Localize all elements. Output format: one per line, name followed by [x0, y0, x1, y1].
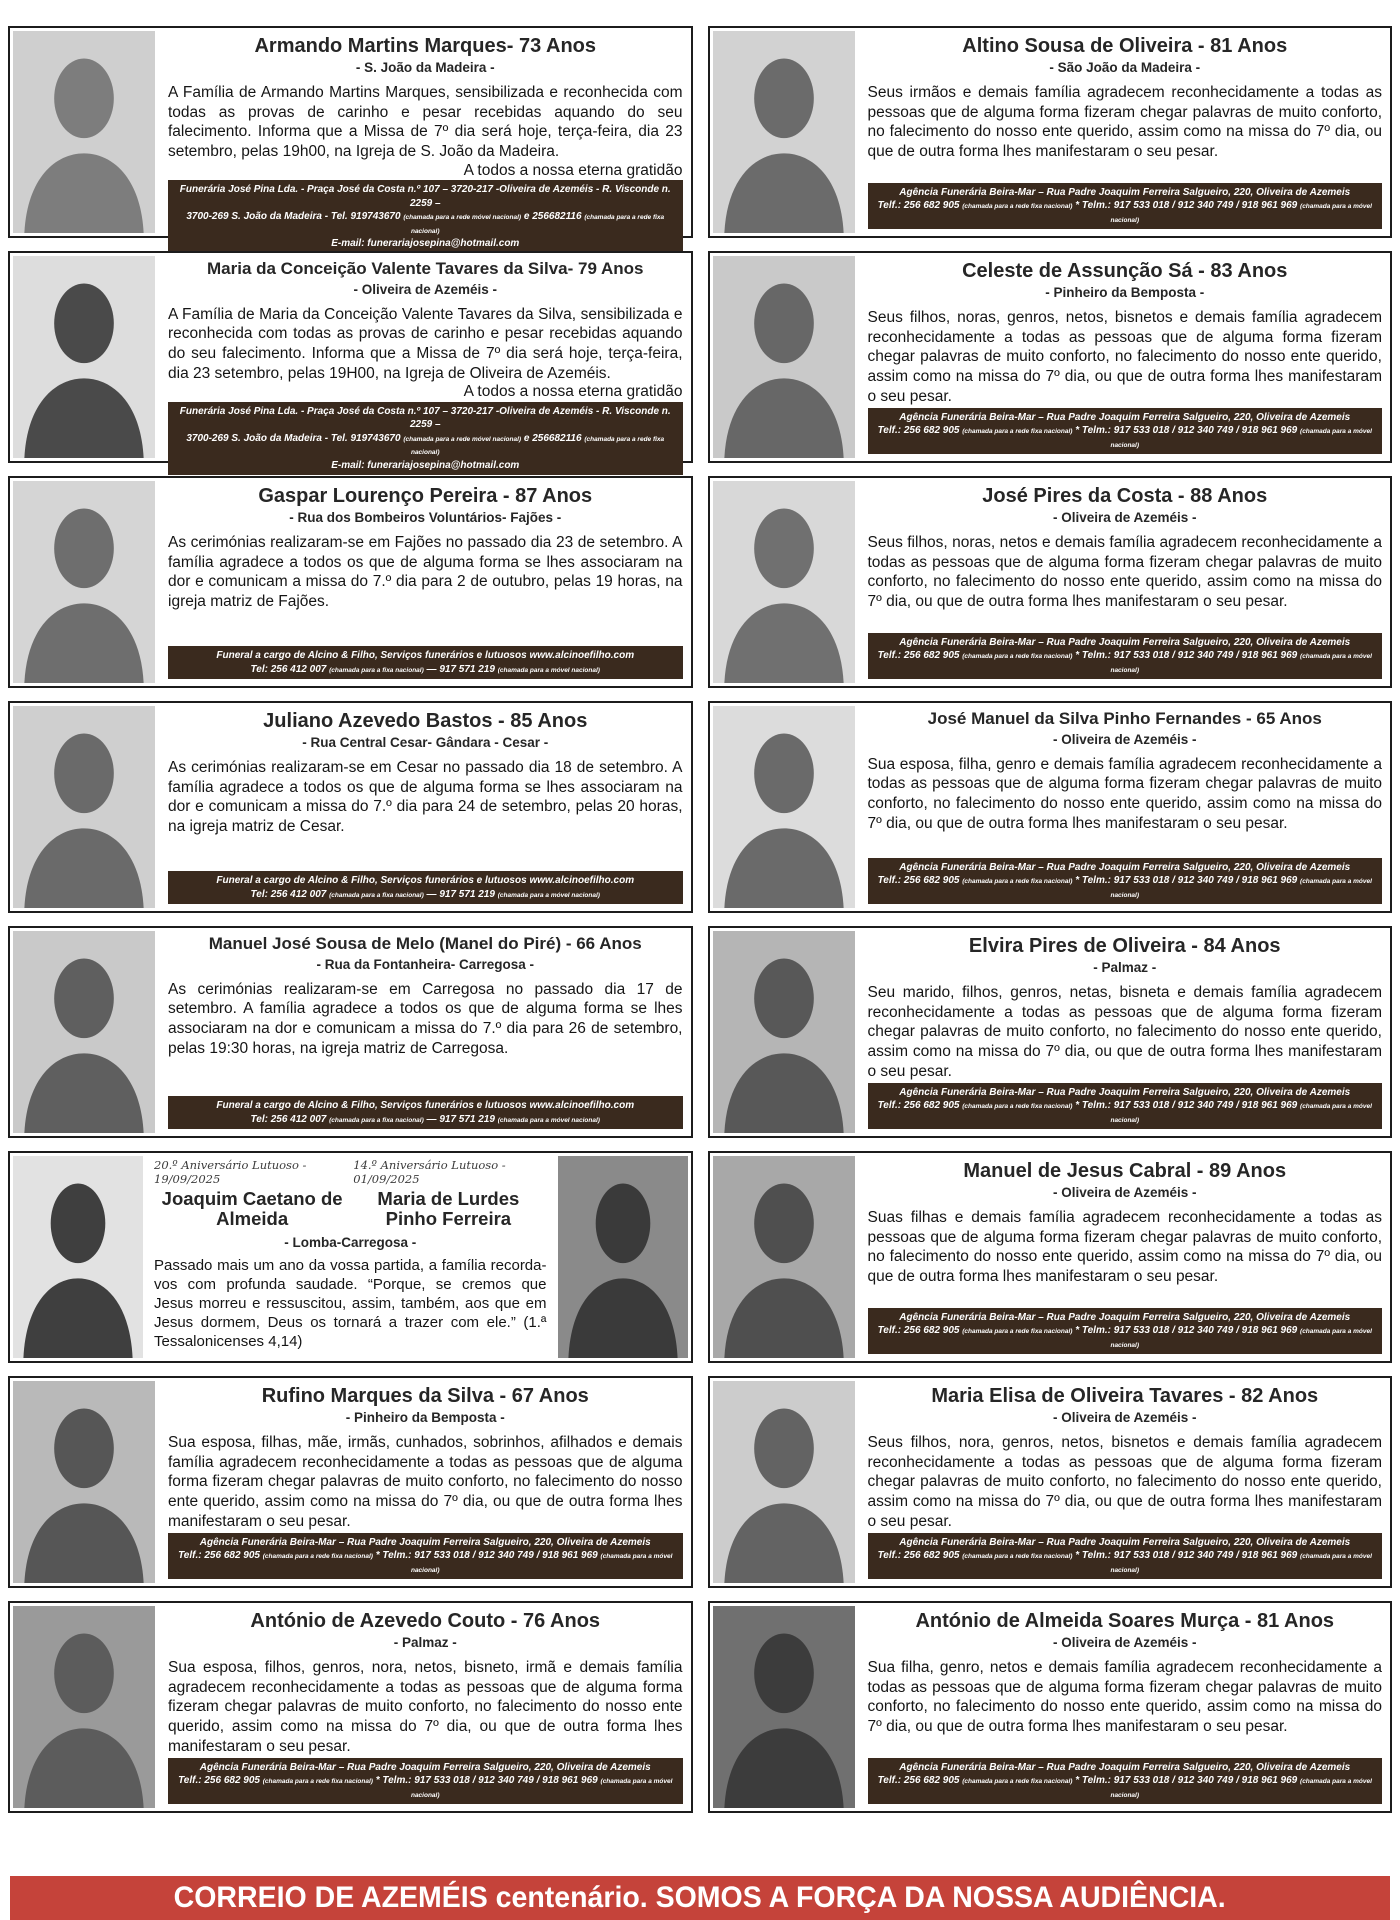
- portrait-silhouette-icon: [713, 1606, 855, 1808]
- deceased-name: Elvira Pires de Oliveira - 84 Anos: [968, 935, 1281, 957]
- location-line: - Palmaz -: [393, 1635, 457, 1650]
- obituary-content: [158, 478, 691, 686]
- obituary-text: Sua esposa, filha, genro e demais família agradecem reconhecidamente a todas as pessoas que de alguma forma fizeram chegar palavras de muito conforto, no falecimento do nosso ente querido, assim como na missa do 7º dia, ou que de outra forma lhes manifestaram o seu pesar.: [867, 755, 1382, 832]
- anniversary-left-label: 20.º Aniversário Lutuoso - 19/09/2025: [154, 1158, 307, 1186]
- obituary-content: [858, 928, 1391, 1136]
- location-line: - Lomba-Carregosa -: [284, 1234, 417, 1250]
- obituary-text: Seus filhos, nora, genros, netos, bisnetos e demais família agradecem reconhecidamente a todas as pessoas que de alguma forma fizeram chegar palavras de muito conforto, no falecimento do nosso ente querido, assim como na missa do 7º dia, ou que de outra forma lhes manifestaram o seu pesar.: [867, 1434, 1382, 1530]
- portrait-photo: [13, 481, 155, 683]
- agency-bar-line: Funerária José Pina Lda. - Praça José da Costa n.º 107 – 3720-217 -Oliveira de Azeméis - R. Visconde n. 2259 –: [179, 184, 671, 209]
- agency-bar-line: E-mail: funerariajosepina@hotmail.com: [331, 459, 520, 471]
- portrait-silhouette-icon: [713, 1381, 855, 1583]
- banner-text: CORREIO DE AZEMÉIS centenário. SOMOS A FORÇA DA NOSSA AUDIÊNCIA.: [174, 1881, 1226, 1914]
- location-line: - Pinheiro da Bemposta -: [345, 1410, 505, 1425]
- obituary-content: [858, 1378, 1391, 1586]
- portrait-silhouette-icon: [713, 931, 855, 1133]
- deceased-name: António de Azevedo Couto - 76 Anos: [250, 1610, 601, 1632]
- deceased-name: Maria Elisa de Oliveira Tavares - 82 Anos: [931, 1385, 1319, 1407]
- funeral-agency-bar: [168, 1533, 683, 1580]
- portrait-photo: [713, 1606, 855, 1808]
- closing-line: A todos a nossa eterna gratidão: [463, 161, 683, 179]
- portrait-silhouette-icon: [13, 256, 155, 458]
- location-line: - Pinheiro da Bemposta -: [1045, 285, 1205, 300]
- portrait-photo: [13, 256, 155, 458]
- deceased-name: José Manuel da Silva Pinho Fernandes - 65 Anos: [927, 709, 1322, 728]
- portrait-photo: [13, 931, 155, 1133]
- location-line: - Oliveira de Azeméis -: [1052, 731, 1197, 747]
- portrait-silhouette-icon: [713, 1156, 855, 1358]
- portrait-photo: [713, 706, 855, 908]
- agency-bar-line: Funeral a cargo de Alcino & Filho, Serviços funerários e lutuosos www.alcinoefilho.com: [216, 875, 635, 886]
- portrait-silhouette-icon: [713, 481, 855, 683]
- location-line: - S. João da Madeira -: [355, 60, 495, 75]
- agency-bar-line: 3700-269 S. João da Madeira - Tel. 919743670 (chamada para a rede móvel nacional) e 256682116 (chamada para a rede fixa nacional): [186, 211, 665, 235]
- obituary-text: Sua esposa, filhos, genros, nora, netos, bisneto, irmã e demais família agradecem reconhecidamente a todas as pessoas que de alguma forma fizeram chegar palavras de muito conforto, no falecimento do nosso ente querido, assim como na missa do 7º dia, ou que de outra forma lhes manifestaram o seu pesar.: [168, 1659, 683, 1755]
- obituary-card: [8, 926, 693, 1138]
- location-line: - Oliveira de Azeméis -: [1052, 1410, 1197, 1425]
- funeral-agency-bar: [168, 646, 683, 679]
- agency-bar-line: Agência Funerária Beira-Mar – Rua Padre Joaquim Ferreira Salgueiro, 220, Oliveira de Azemeis: [899, 411, 1351, 423]
- obituary-text: As cerimónias realizaram-se em Fajões no passado dia 23 de setembro. A família agradece a todos os que de alguma forma se lhes associaram na dor e comunicam a missa do 7.º dia para 2 de outubro, pelas 19 horas, na igreja matriz de Fajões.: [168, 534, 683, 611]
- obituary-content: [158, 28, 691, 250]
- obituary-text: A Família de Maria da Conceição Valente Tavares da Silva, sensibilizada e reconhecida com todas as provas de carinho e pesar recebidas aquando do seu falecimento. Informa que a Missa de 7º dia será hoje, terça-feira, dia 23 setembro, pelas 19H00, na Igreja de Oliveira de Azeméis.: [168, 305, 683, 382]
- portrait-photo: [713, 31, 855, 233]
- obituary-content: [858, 1603, 1391, 1811]
- agency-bar-line: Tel: 256 412 007 (chamada para a fixa nacional) — 917 571 219 (chamada para a móvel nacional): [250, 663, 600, 675]
- agency-bar-line: Agência Funerária Beira-Mar – Rua Padre Joaquim Ferreira Salgueiro, 220, Oliveira de Azemeis: [899, 1311, 1351, 1323]
- portrait-silhouette-icon: [13, 1606, 155, 1808]
- agency-bar-line: Agência Funerária Beira-Mar – Rua Padre Joaquim Ferreira Salgueiro, 220, Oliveira de Azemeis: [899, 1761, 1351, 1773]
- portrait-silhouette-icon: [713, 31, 855, 233]
- deceased-name: Manuel de Jesus Cabral - 89 Anos: [963, 1160, 1287, 1182]
- obituary-text: As cerimónias realizaram-se em Carregosa no passado dia 17 de setembro. A família agradece a todos os que de alguma forma se lhes associaram na dor e comunicam a missa do 7.º dia para 26 de setembro, pelas 19:30 horas, na igreja matriz de Carregosa.: [168, 980, 683, 1057]
- obituary-text: Seus irmãos e demais família agradecem reconhecidamente a todas as pessoas que de alguma forma fizeram chegar palavras de muito conforto, no falecimento do nosso ente querido, assim como na missa do 7º dia, ou que de outra forma lhes manifestaram o seu pesar.: [867, 84, 1382, 161]
- funeral-agency-bar: [868, 633, 1383, 680]
- portrait-silhouette-icon: [13, 481, 155, 683]
- portrait-photo: [13, 1606, 155, 1808]
- deceased-name: Rufino Marques da Silva - 67 Anos: [261, 1385, 589, 1407]
- obituary-text: A Família de Armando Martins Marques, sensibilizada e reconhecida com todas as provas de carinho e pesar recebidas aquando do seu falecimento. Informa que a Missa de 7º dia será hoje, terça-feira, dia 23 setembro, pelas 19h00, na Igreja de S. João da Madeira.: [168, 84, 683, 161]
- obituary-text: Suas filhas e demais família agradecem reconhecidamente a todas as pessoas que de alguma forma fizeram chegar palavras de muito conforto, no falecimento do nosso ente querido, assim como na missa do 7º dia, ou que de outra forma lhes manifestaram o seu pesar.: [867, 1209, 1382, 1286]
- location-line: - São João da Madeira -: [1049, 60, 1201, 75]
- obituary-card: [8, 26, 693, 250]
- location-line: - Oliveira de Azeméis -: [1052, 1185, 1197, 1200]
- agency-bar-line: Agência Funerária Beira-Mar – Rua Padre Joaquim Ferreira Salgueiro, 220, Oliveira de Azemeis: [199, 1536, 651, 1548]
- location-line: - Oliveira de Azeméis -: [353, 281, 498, 297]
- funeral-agency-bar: [868, 408, 1383, 455]
- agency-bar-line: Agência Funerária Beira-Mar – Rua Padre Joaquim Ferreira Salgueiro, 220, Oliveira de Azemeis: [899, 1086, 1351, 1098]
- funeral-agency-bar: [868, 1308, 1383, 1355]
- obituary-text: Sua filha, genro, netos e demais família agradecem reconhecidamente a todas as pessoas que de alguma forma fizeram chegar palavras de muito conforto, no falecimento do nosso ente querido, assim como na missa do 7º dia, ou que de outra forma lhes manifestaram o seu pesar.: [867, 1659, 1382, 1736]
- obituary-card: [8, 251, 693, 471]
- agency-bar-line: Telf.: 256 682 905 (chamada para a rede fixa nacional) * Telm.: 917 533 018 / 912 340 749 / 918 961 969 (chamada para a móvel nacional): [877, 1775, 1372, 1799]
- agency-bar-line: Funeral a cargo de Alcino & Filho, Serviços funerários e lutuosos www.alcinoefilho.com: [216, 650, 635, 661]
- agency-bar-line: Tel: 256 412 007 (chamada para a fixa nacional) — 917 571 219 (chamada para a móvel nacional): [250, 888, 600, 900]
- obituary-content: [858, 253, 1391, 461]
- funeral-agency-bar: [868, 858, 1383, 905]
- deceased-name: Armando Martins Marques- 73 Anos: [254, 35, 597, 57]
- location-line: - Palmaz -: [1093, 960, 1157, 975]
- portrait-silhouette-icon: [13, 1156, 143, 1358]
- agency-bar-line: Telf.: 256 682 905 (chamada para a rede fixa nacional) * Telm.: 917 533 018 / 912 340 749 / 918 961 969 (chamada para a móvel nacional): [877, 650, 1372, 674]
- agency-bar-line: Funerária José Pina Lda. - Praça José da Costa n.º 107 – 3720-217 -Oliveira de Azeméis - R. Visconde n. 2259 –: [179, 405, 671, 431]
- closing-line: A todos a nossa eterna gratidão: [463, 383, 683, 401]
- portrait-photo: [13, 706, 155, 908]
- anniversary-header: [154, 1158, 547, 1186]
- portrait-silhouette-icon: [713, 256, 855, 458]
- obituary-text: As cerimónias realizaram-se em Cesar no passado dia 18 de setembro. A família agradece a todos os que de alguma forma se lhes associaram na dor e comunicam a missa do 7.º dia para 24 de setembro, pelas 20 horas, na igreja matriz de Cesar.: [168, 759, 683, 836]
- funeral-agency-bar: [868, 1758, 1383, 1805]
- obituary-content: [158, 928, 691, 1136]
- funeral-agency-bar: [168, 1096, 683, 1129]
- agency-bar-line: Agência Funerária Beira-Mar – Rua Padre Joaquim Ferreira Salgueiro, 220, Oliveira de Azemeis: [899, 861, 1351, 873]
- agency-bar-line: Tel: 256 412 007 (chamada para a fixa nacional) — 917 571 219 (chamada para a móvel nacional): [250, 1113, 600, 1125]
- deceased-name: Manuel José Sousa de Melo (Manel do Piré) - 66 Anos: [208, 934, 642, 953]
- obituary-card: [708, 1601, 1393, 1813]
- location-line: - Rua da Fontanheira- Carregosa -: [316, 956, 535, 972]
- portrait-silhouette-icon: [713, 706, 855, 908]
- portrait-silhouette-icon: [13, 706, 155, 908]
- obituary-content: [158, 1603, 691, 1811]
- anniversary-card: [8, 1151, 693, 1363]
- location-line: - Rua dos Bombeiros Voluntários- Fajões -: [289, 510, 562, 525]
- obituary-card: [708, 251, 1393, 463]
- obituary-content: [158, 253, 691, 471]
- portrait-photo: [13, 31, 155, 233]
- obituary-card: [8, 1376, 693, 1588]
- deceased-name-left: Joaquim Caetano de Almeida: [161, 1188, 343, 1229]
- location-line: - Oliveira de Azeméis -: [1052, 1635, 1197, 1650]
- portrait-photo: [713, 1156, 855, 1358]
- portrait-silhouette-icon: [558, 1156, 688, 1358]
- agency-bar-line: Telf.: 256 682 905 (chamada para a rede fixa nacional) * Telm.: 917 533 018 / 912 340 749 / 918 961 969 (chamada para a móvel nacional): [877, 1325, 1372, 1349]
- portrait-silhouette-icon: [13, 1381, 155, 1583]
- agency-bar-line: Telf.: 256 682 905 (chamada para a rede fixa nacional) * Telm.: 917 533 018 / 912 340 749 / 918 961 969 (chamada para a móvel nacional): [877, 425, 1372, 449]
- agency-bar-line: Telf.: 256 682 905 (chamada para a rede fixa nacional) * Telm.: 917 533 018 / 912 340 749 / 918 961 969 (chamada para a móvel nacional): [877, 1100, 1372, 1124]
- deceased-name: José Pires da Costa - 88 Anos: [982, 485, 1268, 507]
- portrait-photo-right: [558, 1156, 688, 1358]
- agency-bar-line: E-mail: funerariajosepina@hotmail.com: [331, 238, 520, 250]
- agency-bar-line: Agência Funerária Beira-Mar – Rua Padre Joaquim Ferreira Salgueiro, 220, Oliveira de Azemeis: [899, 186, 1351, 198]
- obituary-card: [8, 701, 693, 913]
- obituary-card: [8, 476, 693, 688]
- agency-bar-line: Telf.: 256 682 905 (chamada para a rede fixa nacional) * Telm.: 917 533 018 / 912 340 749 / 918 961 969 (chamada para a móvel nacional): [178, 1550, 673, 1574]
- obituary-text: Seus filhos, noras, genros, netos, bisnetos e demais família agradecem reconhecidamente a todas as pessoas que de alguma forma fizeram chegar palavras de muito conforto, no falecimento do nosso ente querido, assim como na missa do 7º dia, ou que de outra forma lhes manifestaram o seu pesar.: [867, 309, 1382, 405]
- obituary-card: [708, 1376, 1393, 1588]
- location-line: - Rua Central Cesar- Gândara - Cesar -: [302, 735, 549, 750]
- obituary-content: [858, 703, 1391, 911]
- obituary-content: [858, 478, 1391, 686]
- obituary-grid: [8, 26, 1392, 1813]
- agency-bar-line: Funeral a cargo de Alcino & Filho, Serviços funerários e lutuosos www.alcinoefilho.com: [216, 1100, 635, 1111]
- deceased-name-right: Maria de Lurdes Pinho Ferreira: [377, 1188, 520, 1229]
- agency-bar-line: Agência Funerária Beira-Mar – Rua Padre Joaquim Ferreira Salgueiro, 220, Oliveira de Azemeis: [199, 1761, 651, 1773]
- portrait-photo: [713, 1381, 855, 1583]
- agency-bar-line: Telf.: 256 682 905 (chamada para a rede fixa nacional) * Telm.: 917 533 018 / 912 340 749 / 918 961 969 (chamada para a móvel nacional): [877, 200, 1372, 224]
- agency-bar-line: Telf.: 256 682 905 (chamada para a rede fixa nacional) * Telm.: 917 533 018 / 912 340 749 / 918 961 969 (chamada para a móvel nacional): [877, 1550, 1372, 1574]
- portrait-photo: [13, 1381, 155, 1583]
- obituary-content: [158, 703, 691, 911]
- deceased-name: Juliano Azevedo Bastos - 85 Anos: [263, 710, 588, 732]
- obituary-card: [708, 476, 1393, 688]
- agency-bar-line: Agência Funerária Beira-Mar – Rua Padre Joaquim Ferreira Salgueiro, 220, Oliveira de Azemeis: [899, 636, 1351, 648]
- agency-bar-line: Agência Funerária Beira-Mar – Rua Padre Joaquim Ferreira Salgueiro, 220, Oliveira de Azemeis: [899, 1536, 1351, 1548]
- deceased-name: António de Almeida Soares Murça - 81 Anos: [915, 1610, 1335, 1632]
- obituary-card: [708, 926, 1393, 1138]
- anniversary-content: [146, 1153, 555, 1361]
- anniversary-text: Passado mais um ano da vossa partida, a família recorda-vos com profunda saudade. “Porque, se cremos que Jesus morreu e ressuscitou, assim, também, aos que em Jesus dormem, Deus os tornará a trazer com ele.” (1.ª Tessalonicenses 4,14): [154, 1256, 547, 1351]
- anniversary-right-label: 14.º Aniversário Lutuoso - 01/09/2025: [353, 1158, 506, 1186]
- bottom-banner: [10, 1876, 1390, 1920]
- funeral-agency-bar: [168, 1758, 683, 1805]
- location-line: - Oliveira de Azeméis -: [1052, 510, 1197, 525]
- agency-bar-line: 3700-269 S. João da Madeira - Tel. 919743670 (chamada para a rede móvel nacional) e 256682116 (chamada para a rede fixa nacional): [186, 432, 665, 457]
- obituary-card: [708, 1151, 1393, 1363]
- anniversary-names: [154, 1189, 547, 1229]
- obituary-text: Sua esposa, filhas, mãe, irmãs, cunhados, sobrinhos, afilhados e demais família agradecem reconhecidamente a todas as pessoas que de alguma forma fizeram chegar palavras de muito conforto, no falecimento do nosso ente querido, assim como na missa do 7º dia, ou que de outra forma lhes manifestaram o seu pesar.: [168, 1434, 683, 1530]
- agency-bar-line: Telf.: 256 682 905 (chamada para a rede fixa nacional) * Telm.: 917 533 018 / 912 340 749 / 918 961 969 (chamada para a móvel nacional): [178, 1775, 673, 1799]
- portrait-photo-left: [13, 1156, 143, 1358]
- portrait-photo: [713, 256, 855, 458]
- deceased-name: Maria da Conceição Valente Tavares da Silva- 79 Anos: [206, 259, 644, 278]
- deceased-name: Celeste de Assunção Sá - 83 Anos: [962, 260, 1288, 282]
- portrait-silhouette-icon: [13, 31, 155, 233]
- obituary-content: [858, 28, 1391, 236]
- agency-bar-line: Telf.: 256 682 905 (chamada para a rede fixa nacional) * Telm.: 917 533 018 / 912 340 749 / 918 961 969 (chamada para a móvel nacional): [877, 875, 1372, 899]
- deceased-name: Altino Sousa de Oliveira - 81 Anos: [962, 35, 1288, 57]
- funeral-agency-bar: [868, 1533, 1383, 1580]
- obituary-content: [858, 1153, 1391, 1361]
- obituary-content: [158, 1378, 691, 1586]
- funeral-agency-bar: [168, 871, 683, 904]
- obituary-text: Seu marido, filhos, genros, netas, bisneta e demais família agradecem reconhecidamente a todas as pessoas que de alguma forma fizeram chegar palavras de muito conforto, no falecimento do nosso ente querido, assim como na missa do 7º dia, ou que de outra forma lhes manifestaram o seu pesar.: [867, 984, 1382, 1080]
- funeral-agency-bar: [868, 183, 1383, 230]
- portrait-photo: [713, 931, 855, 1133]
- deceased-name: Gaspar Lourenço Pereira - 87 Anos: [258, 485, 593, 507]
- portrait-silhouette-icon: [13, 931, 155, 1133]
- obituary-card: [708, 26, 1393, 238]
- funeral-agency-bar: [168, 402, 683, 476]
- obituary-card: [8, 1601, 693, 1813]
- obituary-text: Seus filhos, noras, netos e demais família agradecem reconhecidamente a todas as pessoas que de alguma forma fizeram chegar palavras de muito conforto, no falecimento do nosso ente querido, assim como na missa do 7º dia, ou que de outra forma lhes manifestaram o seu pesar.: [867, 534, 1382, 611]
- portrait-photo: [713, 481, 855, 683]
- obituary-card: [708, 701, 1393, 913]
- funeral-agency-bar: [868, 1083, 1383, 1130]
- funeral-agency-bar: [168, 180, 683, 254]
